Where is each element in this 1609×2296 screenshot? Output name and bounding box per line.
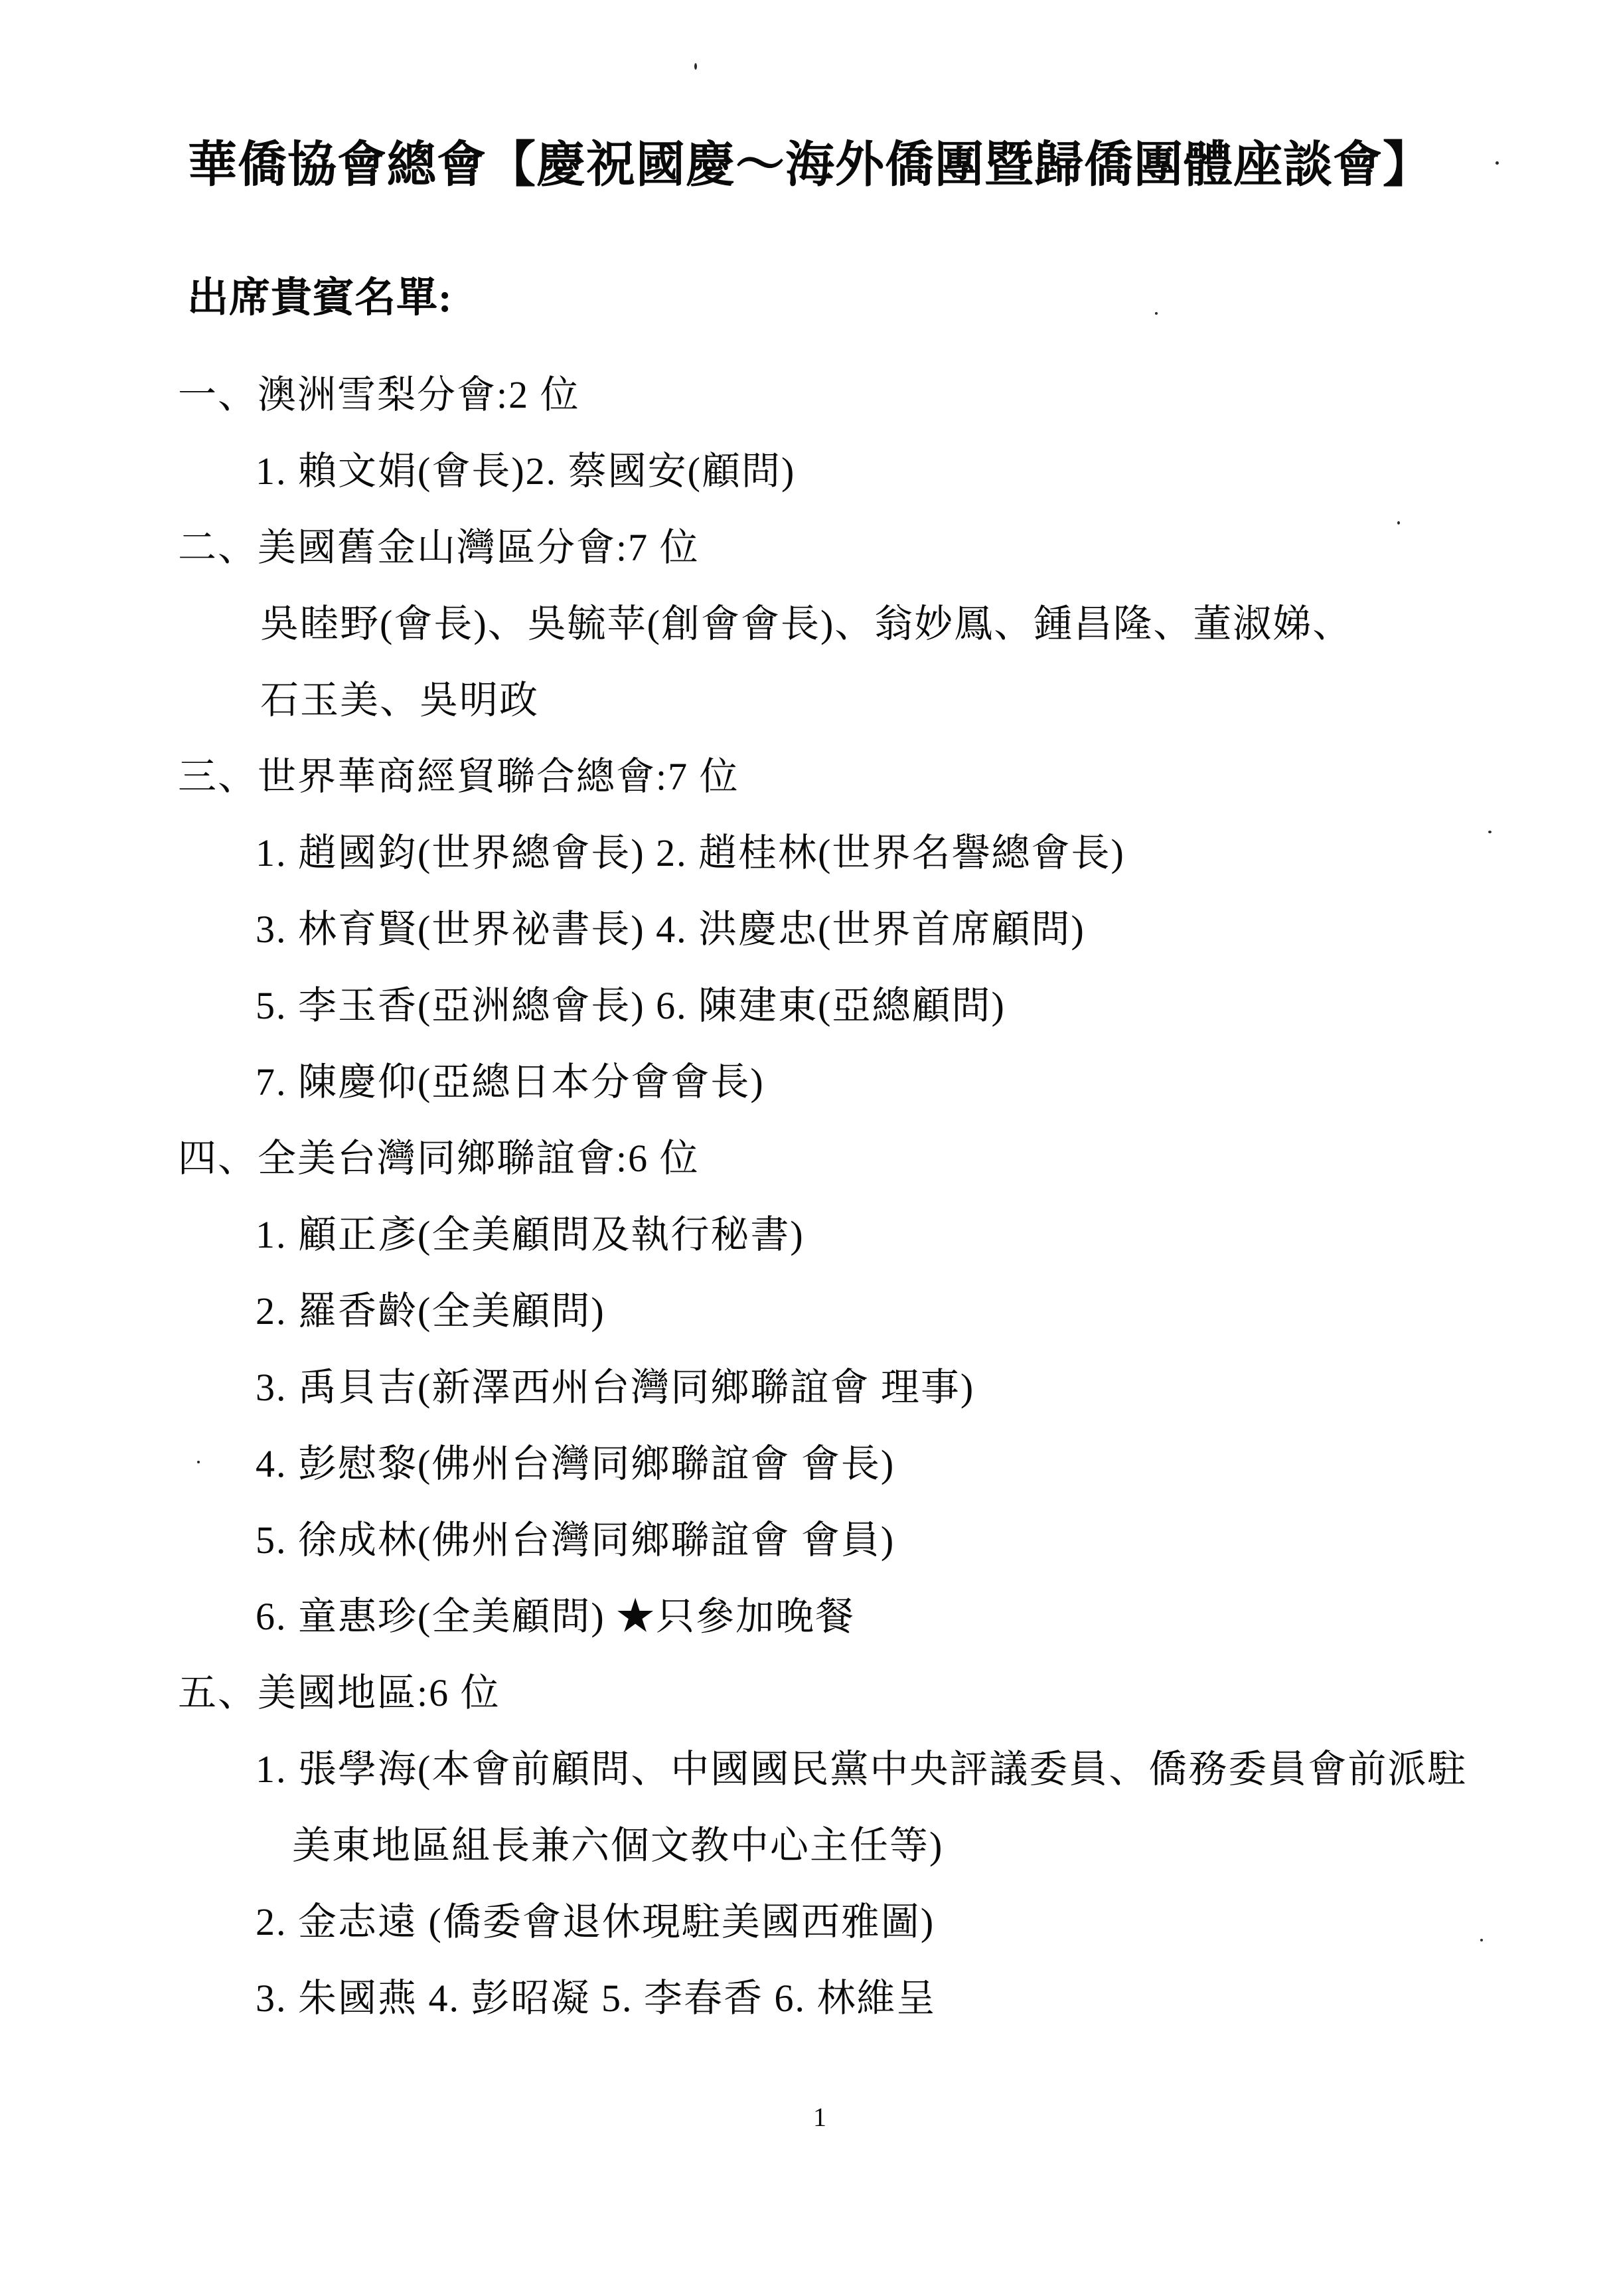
attendee-line: 3. 禹貝吉(新澤西州台灣同鄉聯誼會 理事) [256, 1366, 975, 1409]
attendee-line: 4. 彭慰黎(佛州台灣同鄉聯誼會 會長) [256, 1442, 895, 1485]
section-heading: 三、世界華商經貿聯合總會:7 位 [178, 755, 739, 798]
attendee-list-heading: 出席貴賓名單: [187, 276, 453, 321]
attendee-line: 6. 童惠珍(全美顧問) ★只參加晚餐 [256, 1595, 856, 1638]
attendee-line-continued: 美東地區組長兼六個文教中心主任等) [292, 1824, 944, 1867]
scan-speck [1495, 161, 1499, 165]
scan-speck [1397, 521, 1400, 525]
scan-speck [1488, 831, 1492, 833]
section-heading: 四、全美台灣同鄉聯誼會:6 位 [178, 1137, 700, 1180]
document-title: 華僑協會總會【慶祝國慶～海外僑團暨歸僑團體座談會】 [188, 138, 1432, 193]
section-heading: 五、美國地區:6 位 [178, 1671, 500, 1714]
section-heading: 一、澳洲雪梨分會:2 位 [178, 373, 580, 416]
attendee-line: 1. 顧正彥(全美顧問及執行秘書) [256, 1213, 804, 1256]
attendee-line: 1. 趙國鈞(世界總會長) 2. 趙桂林(世界名譽總會長) [256, 831, 1125, 874]
attendee-line: 石玉美、吳明政 [260, 679, 540, 722]
attendee-line: 吳睦野(會長)、吳毓苹(創會會長)、翁妙鳳、鍾昌隆、董淑娣、 [260, 602, 1353, 645]
attendee-line: 7. 陳慶仰(亞總日本分會會長) [256, 1060, 765, 1104]
section-heading: 二、美國舊金山灣區分會:7 位 [178, 526, 700, 569]
attendee-line: 1. 張學海(本會前顧問、中國國民黨中央評議委員、僑務委員會前派駐 [256, 1748, 1468, 1791]
page-number: 1 [813, 2102, 826, 2132]
scan-speck [1480, 1939, 1483, 1941]
attendee-line: 3. 朱國燕 4. 彭昭凝 5. 李春香 6. 林維呈 [256, 1977, 937, 2020]
scan-speck [694, 63, 697, 70]
attendee-line: 5. 李玉香(亞洲總會長) 6. 陳建東(亞總顧問) [256, 984, 1006, 1027]
scan-speck [197, 1461, 200, 1463]
attendee-line: 2. 羅香齡(全美顧問) [256, 1289, 605, 1333]
attendee-line: 3. 林育賢(世界祕書長) 4. 洪慶忠(世界首席顧問) [256, 908, 1085, 951]
attendee-line: 5. 徐成林(佛州台灣同鄉聯誼會 會員) [256, 1518, 895, 1562]
attendee-line: 1. 賴文娟(會長)2. 蔡國安(顧問) [256, 450, 796, 493]
attendee-line: 2. 金志遠 (僑委會退休現駐美國西雅圖) [256, 1900, 935, 1943]
scan-speck [1155, 312, 1158, 315]
